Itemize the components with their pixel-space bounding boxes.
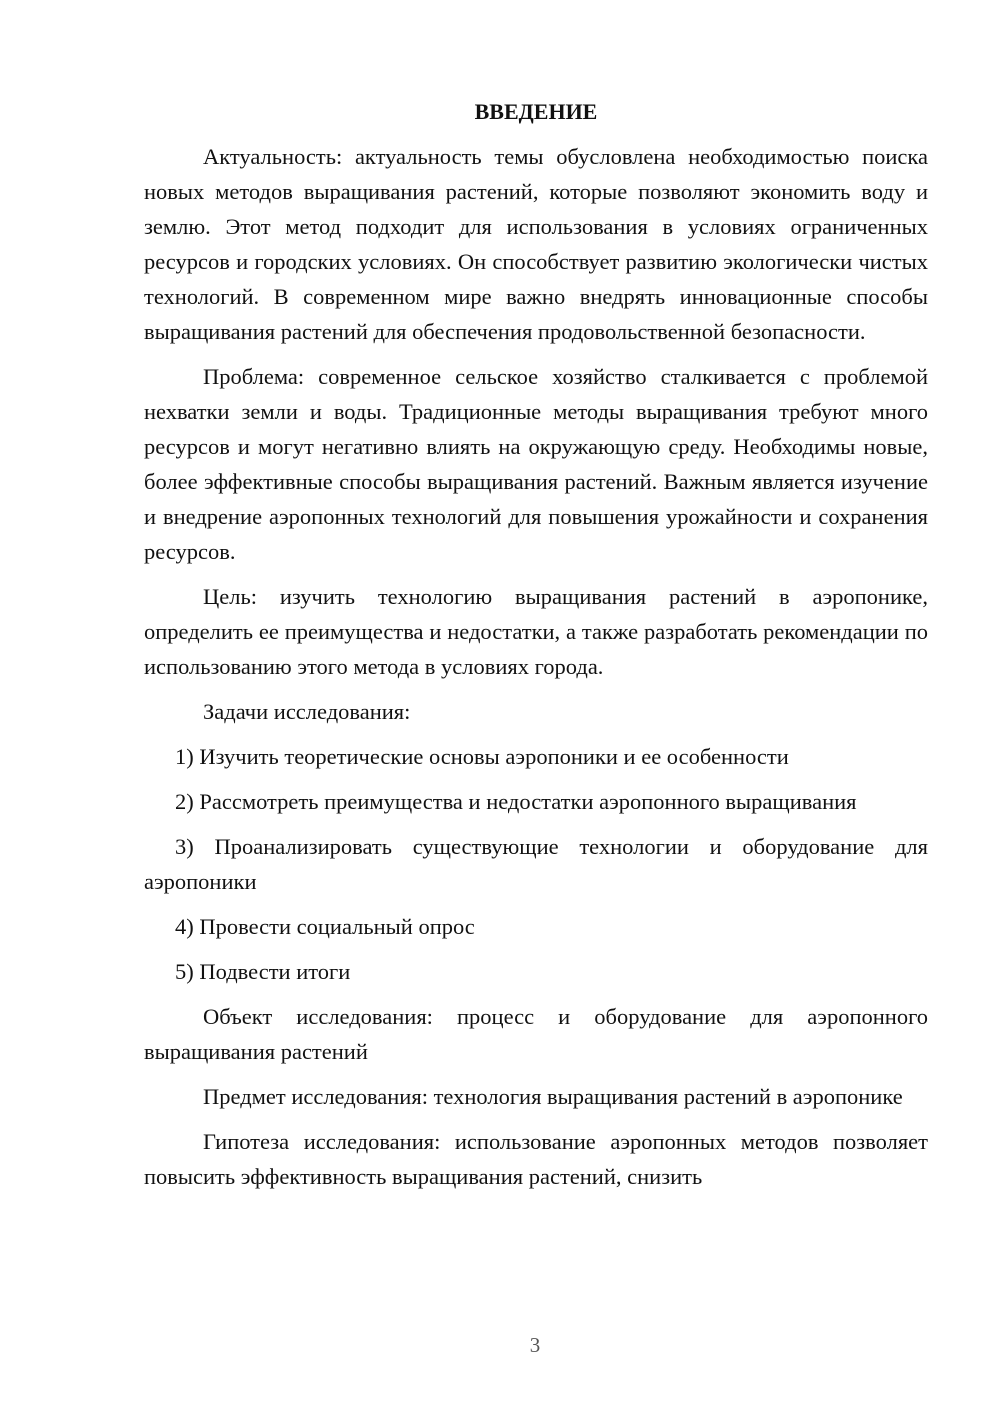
task-item-1: 1) Изучить теоретические основы аэропоники и ее особенности	[175, 744, 789, 769]
paragraph-object: Объект исследования: процесс и оборудование для аэропонного выращивания растений	[144, 1004, 928, 1064]
paragraph-relevance: Актуальность: актуальность темы обусловлена необходимостью поиска новых методов выращивания растений, которые позволяют экономить воду и землю. Этот метод подходит для использования в условиях ограниченных ресурсов и городских условиях. Он способствует развитию экологически чистых технологий. В современном мире важно внедрять инновационные способы выращивания растений для обеспечения продовольственной безопасности.	[144, 144, 928, 344]
task-item-5: 5) Подвести итоги	[175, 959, 351, 984]
paragraph-hypothesis: Гипотеза исследования: использование аэропонных методов позволяет повысить эффективность выращивания растений, снизить	[144, 1129, 928, 1189]
task-item-2: 2) Рассмотреть преимущества и недостатки аэропонного выращивания	[175, 789, 857, 814]
task-item-3: 3) Проанализировать существующие технологии и оборудование для аэропоники	[144, 834, 928, 894]
section-heading: ВВЕДЕНИЕ	[474, 99, 598, 124]
paragraph-goal: Цель: изучить технологию выращивания растений в аэропонике, определить ее преимущества и недостатки, а также разработать рекомендации по использованию этого метода в условиях города.	[144, 584, 928, 679]
paragraph-problem: Проблема: современное сельское хозяйство сталкивается с проблемой нехватки земли и воды. Традиционные методы выращивания требуют много ресурсов и могут негативно влиять на окружающую среду. Необходимы новые, более эффективные способы выращивания растений. Важным является изучение и внедрение аэропонных технологий для повышения урожайности и сохранения ресурсов.	[144, 364, 928, 564]
paragraph-tasks-intro: Задачи исследования:	[203, 699, 411, 724]
page-number: 3	[529, 1333, 541, 1357]
paragraph-subject: Предмет исследования: технология выращивания растений в аэропонике	[203, 1084, 903, 1109]
document-body	[144, 94, 928, 1204]
task-item-4: 4) Провести социальный опрос	[175, 914, 475, 939]
